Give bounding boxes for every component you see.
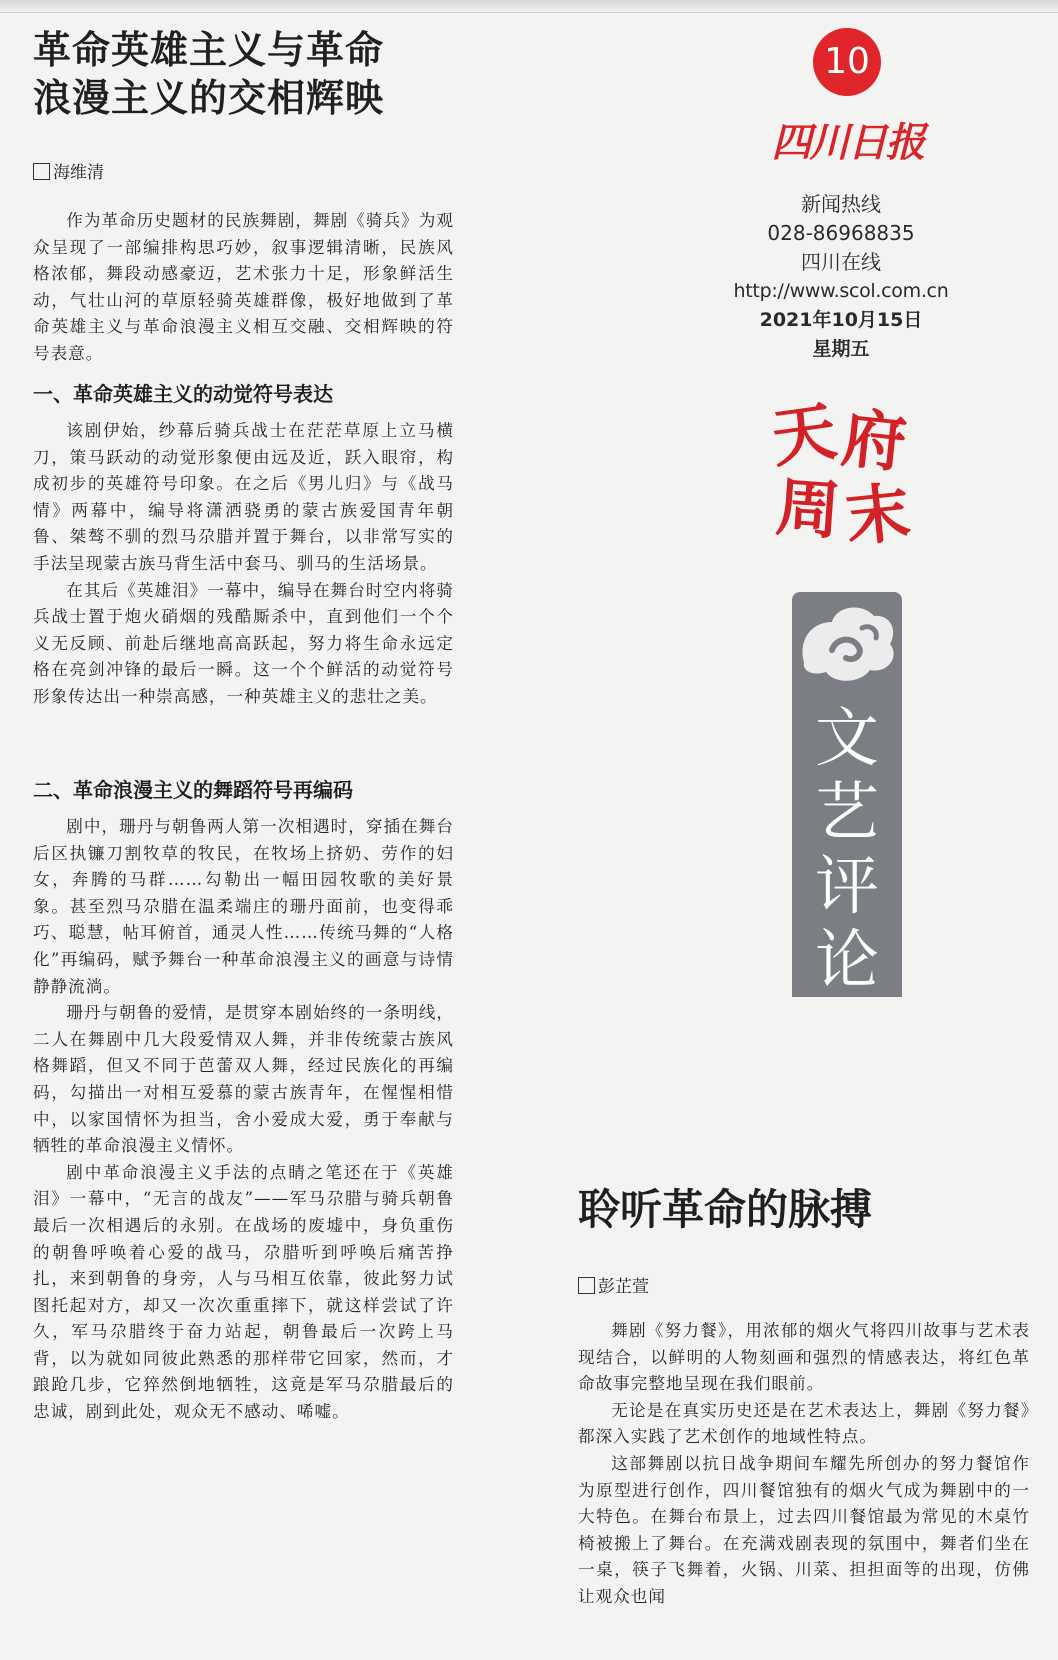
newspaper-logo: 四川日报 <box>771 119 924 166</box>
article2-title: 聆听革命的脉搏 <box>578 1185 873 1234</box>
article1-column-intro <box>33 208 454 368</box>
article2-paragraph-3: 这部舞剧以抗日战争期间车耀先所创办的努力餐馆作为原型进行创作，四川餐馆独有的烟火气成为舞剧中的一大特色。在舞台布景上，过去四川餐馆最为常见的木桌竹椅被搬上了舞台。在充满戏剧表现的氛围中，舞者们坐在一桌，筷子飞舞着，火锅、川菜、担担面等的出现，仿佛让观众也闻 <box>578 1453 1030 1606</box>
brand-char-4: 末 <box>842 474 914 557</box>
article1-author: 海维清 <box>53 163 104 183</box>
article1-title <box>33 26 453 122</box>
article2-paragraph-1: 舞剧《努力餐》，用浓郁的烟火气将四川故事与艺术表现结合，以鲜明的人物刻画和强烈的情感表达，将红色革命故事完整地呈现在我们眼前。 <box>578 1321 1030 1394</box>
brand-char-3: 周 <box>773 469 843 550</box>
website-url: http://www.scol.com.cn <box>733 280 949 302</box>
online-label: 四川在线 <box>801 250 881 274</box>
section-banner <box>792 592 902 997</box>
article1-intro: 作为革命历史题材的民族舞剧，舞剧《骑兵》为观众呈现了一部编排构思巧妙，叙事逻辑清晰，民族风格浓郁，舞段动感豪迈，艺术张力十足，形象鲜活生动，气壮山河的草原轻骑英雄群像，极好地做到了革命英雄主义与革命浪漫主义相互交融、交相辉映的符号表意。 <box>33 211 454 363</box>
issue-date: 2021年10月15日 <box>759 309 923 331</box>
article2-author: 彭芷萱 <box>598 1277 649 1297</box>
article1-section2 <box>33 776 454 1426</box>
article2-column <box>578 1318 1030 1611</box>
section2-paragraph-2: 珊丹与朝鲁的爱情，是贯穿本剧始终的一条明线，二人在舞剧中几大段爱情双人舞，并非传统蒙古族风格舞蹈，但又不同于芭蕾双人舞，经过民族化的再编码，勾描出一对相互爱慕的蒙古族青年，在惺惺相惜中，以家国情怀为担当，舍小爱成大爱，勇于奉献与牺牲的革命浪漫主义情怀。 <box>33 1003 454 1156</box>
article2-paragraph-2: 无论是在真实历史还是在艺术表达上，舞剧《努力餐》都深入实践了艺术创作的地域性特点。 <box>578 1400 1030 1447</box>
hotline-number: 028-86968835 <box>767 221 915 245</box>
masthead-info <box>716 190 966 364</box>
section-char-3: 评 <box>815 850 879 924</box>
section-title <box>792 702 902 998</box>
section-char-1: 文 <box>815 702 879 776</box>
section1-heading: 一、革命英雄主义的动觉符号表达 <box>33 382 333 406</box>
byline-square-icon <box>578 1277 595 1294</box>
section-char-2: 艺 <box>815 776 879 850</box>
article1-section1 <box>33 380 454 711</box>
brand-char-1: 天 <box>767 393 841 478</box>
issue-weekday: 星期五 <box>812 338 870 360</box>
section1-paragraph-2: 在其后《英雄泪》一幕中，编导在舞台时空内将骑兵战士置于炮火硝烟的残酷厮杀中，直到他们一个个义无反顾、前赴后继地高高跃起，努力将生命永远定格在亮剑冲锋的最后一瞬。这一个个鲜活的动觉符号形象传达出一种崇高感，一种英雄主义的悲壮之美。 <box>33 580 454 706</box>
top-edge <box>0 0 1058 13</box>
article1-title-line2: 浪漫主义的交相辉映 <box>33 76 385 120</box>
section2-paragraph-3: 剧中革命浪漫主义手法的点睛之笔还在于《英雄泪》一幕中，“无言的战友”——军马尕腊与骑兵朝鲁最后一次相遇后的永别。在战场的废墟中，身负重伤的朝鲁呼唤着心爱的战马，尕腊听到呼唤后痛苦挣扎，来到朝鲁的身旁，人与马相互依靠，彼此努力试图托起对方，却又一次次重重摔下，就这样尝试了许久，军马尕腊终于奋力站起，朝鲁最后一次跨上马背，以为就如同彼此熟悉的那样带它回家，然而，才踉跄几步，它猝然倒地牺牲，这竟是军马尕腊最后的忠诚，剧到此处，观众无不感动、唏嘘。 <box>33 1162 454 1422</box>
brand-char-2: 府 <box>838 400 910 483</box>
section-char-4: 论 <box>815 924 879 998</box>
cloud-emblem-icon <box>792 592 902 692</box>
byline-square-icon <box>33 163 50 180</box>
section1-paragraph-1: 该剧伊始，纱幕后骑兵战士在茫茫草原上立马横刀，策马跃动的动觉形象便由远及近，跃入眼帘，构成初步的英雄符号印象。在之后《男儿归》与《战马情》两幕中，编导将潇洒骁勇的蒙古族爱国青年朝鲁、桀骜不驯的烈马尕腊并置于舞台，以非常写实的手法呈现蒙古族马背生活中套马、驯马的生活场景。 <box>33 421 454 573</box>
section2-paragraph-1: 剧中，珊丹与朝鲁两人第一次相遇时，穿插在舞台后区执镰刀割牧草的牧民，在牧场上挤奶、劳作的妇女，奔腾的马群……勾勒出一幅田园牧歌的美好景象。甚至烈马尕腊在温柔端庄的珊丹面前，也变得乖巧、聪慧，帖耳俯首，通灵人性……传统马舞的“人格化”再编码，赋予舞台一种革命浪漫主义的画意与诗情静静流淌。 <box>33 817 454 996</box>
page-number-badge: 10 <box>813 28 881 96</box>
article2-byline <box>578 1272 649 1297</box>
tianfu-weekend-brand <box>767 393 922 557</box>
article1-title-line1: 革命英雄主义与革命 <box>33 28 385 72</box>
hotline-label: 新闻热线 <box>801 192 881 216</box>
section2-heading: 二、革命浪漫主义的舞蹈符号再编码 <box>33 778 353 802</box>
article1-byline <box>33 158 104 183</box>
